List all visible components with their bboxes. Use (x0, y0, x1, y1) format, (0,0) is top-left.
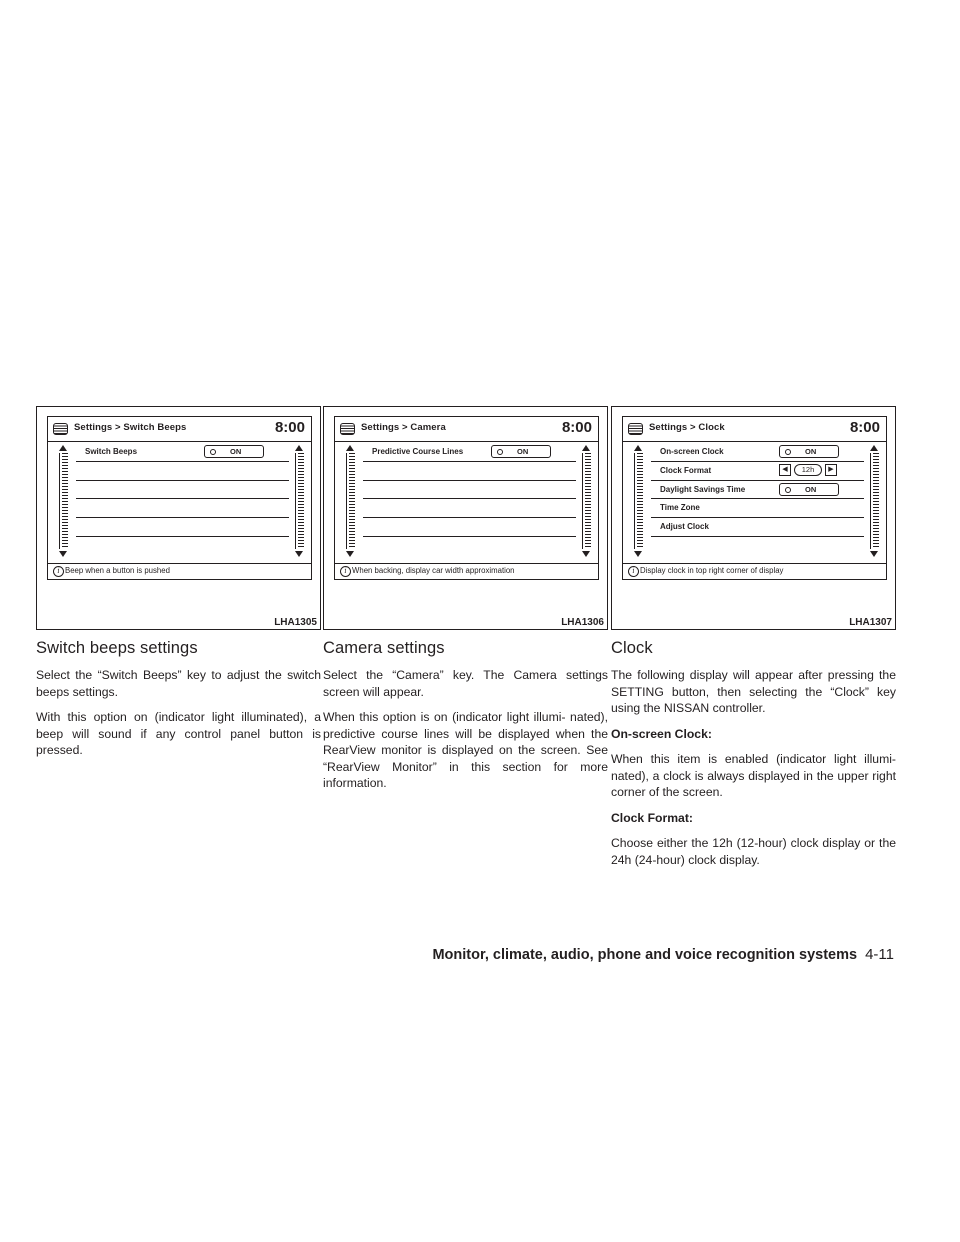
indicator-light-icon (210, 449, 216, 455)
info-icon: i (628, 566, 639, 577)
section-heading: Clock (611, 639, 653, 657)
chapter-title: Monitor, climate, audio, phone and voice recognition systems (432, 947, 858, 963)
info-bar (48, 563, 311, 579)
paragraph: Select the “Camera” key. The Camera settings screen will appear. (323, 668, 608, 699)
paragraph: When this item is enabled (indicator light illumi- nated), a clock is always displayed in the upper right corner of the screen. (611, 752, 896, 799)
row-label: Daylight Savings Time (660, 484, 746, 494)
indicator-light-icon (785, 487, 791, 493)
indicator-light-icon (785, 449, 791, 455)
scroll-scale-right (869, 445, 879, 557)
clock-format-value: 12h (794, 464, 822, 476)
row-label: Time Zone (660, 503, 700, 513)
info-icon: i (340, 566, 351, 577)
section-heading: Switch beeps settings (36, 639, 198, 657)
menu-icon (340, 423, 355, 435)
screen (622, 416, 887, 580)
toggle-on[interactable]: ON (204, 445, 264, 458)
screen-clock: 8:00 (561, 419, 592, 436)
menu-row (363, 499, 576, 518)
figure-clock (611, 406, 896, 630)
toggle-on[interactable]: ON (491, 445, 551, 458)
row-label: On-screen Clock (660, 447, 724, 456)
scroll-scale-right (294, 445, 304, 557)
figure-code: LHA1306 (561, 617, 604, 628)
menu-row[interactable] (651, 443, 864, 462)
row-label: Adjust Clock (660, 522, 709, 532)
page-number: 4-11 (865, 946, 894, 963)
screen-header (623, 417, 886, 442)
figure-camera (323, 406, 608, 630)
info-text: Beep when a button is pushed (65, 566, 170, 575)
menu-row (76, 537, 289, 555)
paragraph: Choose either the 12h (12-hour) clock display or the 24h (24-hour) clock display. (611, 836, 896, 867)
row-label: Predictive Course Lines (372, 447, 464, 456)
screen-title: Settings > Camera (361, 422, 446, 433)
section-heading: Camera settings (323, 639, 445, 657)
menu-row (76, 518, 289, 537)
info-icon: i (53, 566, 64, 577)
column-camera (323, 406, 608, 801)
menu-row[interactable] (651, 462, 864, 481)
info-text: When backing, display car width approximation (352, 566, 515, 575)
screen-title: Settings > Switch Beeps (74, 422, 187, 433)
menu-row (363, 537, 576, 555)
menu-row (363, 462, 576, 481)
info-bar (623, 563, 886, 579)
screen (47, 416, 312, 580)
screen-header (335, 417, 598, 442)
paragraph: When this option is on (indicator light illumi- nated), predictive course lines will be displayed when the RearView monitor is displayed on the screen. See “RearView Monitor” in this section for more information. (323, 710, 608, 790)
info-bar (335, 563, 598, 579)
column-switch-beeps (36, 406, 321, 768)
figure-code: LHA1307 (849, 617, 892, 628)
menu-rows (76, 443, 289, 555)
figure-code: LHA1305 (274, 617, 317, 628)
paragraph: With this option on (indicator light illuminated), a beep will sound if any control panel button is pressed. (36, 710, 321, 757)
menu-row (76, 481, 289, 500)
subheading: Clock Format: (611, 810, 693, 825)
menu-row[interactable] (651, 481, 864, 500)
menu-icon (53, 423, 68, 435)
menu-row (363, 518, 576, 537)
screen (334, 416, 599, 580)
scroll-scale-left (633, 445, 643, 557)
indicator-light-icon (497, 449, 503, 455)
arrow-left-icon[interactable]: ◀ (779, 464, 791, 476)
arrow-right-icon[interactable]: ▶ (825, 464, 837, 476)
menu-row (76, 462, 289, 481)
menu-rows (363, 443, 576, 555)
menu-row[interactable] (76, 443, 289, 462)
screen-clock: 8:00 (274, 419, 305, 436)
screen-title: Settings > Clock (649, 422, 725, 433)
row-label: Switch Beeps (85, 447, 138, 456)
menu-row (363, 481, 576, 500)
menu-icon (628, 423, 643, 435)
scroll-scale-right (581, 445, 591, 557)
menu-row[interactable] (363, 443, 576, 462)
toggle-on[interactable]: ON (779, 445, 839, 458)
subheading: On-screen Clock: (611, 726, 712, 741)
paragraph: Select the “Switch Beeps” key to adjust the switch beeps settings. (36, 668, 321, 699)
figure-switch-beeps (36, 406, 321, 630)
menu-row[interactable] (651, 499, 864, 518)
menu-row (76, 499, 289, 518)
menu-rows (651, 443, 864, 555)
screen-header (48, 417, 311, 442)
menu-row (651, 537, 864, 555)
paragraph: The following display will appear after pressing the SETTING button, then selecting the “Clock” key using the NISSAN controller. (611, 668, 896, 715)
page-footer (432, 946, 894, 963)
scroll-scale-left (345, 445, 355, 557)
row-label: Clock Format (660, 465, 712, 475)
info-text: Display clock in top right corner of display (640, 566, 784, 575)
menu-row[interactable] (651, 518, 864, 537)
scroll-scale-left (58, 445, 68, 557)
screen-clock: 8:00 (849, 419, 880, 436)
toggle-on[interactable]: ON (779, 483, 839, 496)
column-clock (611, 406, 896, 877)
clock-format-selector[interactable] (779, 464, 837, 476)
